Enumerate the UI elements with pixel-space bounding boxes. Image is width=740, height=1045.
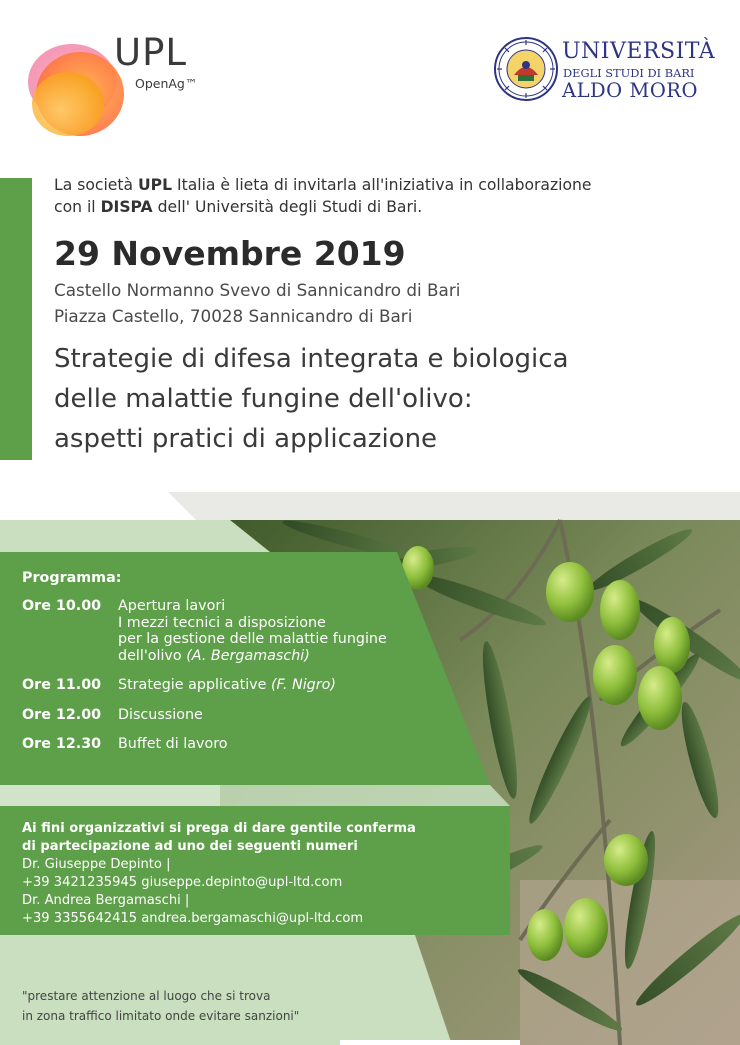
upl-logo: [22, 30, 222, 142]
traffic-note: [22, 986, 299, 1026]
intro-line-1: La società UPL Italia è lieta di invitarla all'iniziativa in collaborazione: [54, 176, 592, 194]
program-description: Discussione: [118, 706, 203, 723]
university-name-line1: UNIVERSITÀ: [562, 39, 716, 64]
program-section: [22, 570, 387, 766]
contact-name-2: Dr. Andrea Bergamaschi |: [22, 893, 190, 908]
contact-details-2[interactable]: +39 3355642415 andrea.bergamaschi@upl-ltd.com: [22, 911, 364, 926]
department-name: DISPA: [100, 198, 153, 216]
company-name: UPL: [138, 176, 173, 194]
program-description: Strategie applicative (F. Nigro): [118, 677, 336, 693]
event-venue: [54, 277, 460, 329]
intro-text: [54, 174, 592, 218]
event-title: [54, 339, 569, 459]
program-time: Ore 12.30: [22, 736, 102, 752]
program-heading: Programma:: [22, 570, 122, 586]
university-logo: [494, 37, 720, 103]
program-time: Ore 12.00: [22, 706, 102, 723]
title-line-3: aspetti pratici di applicazione: [54, 424, 438, 454]
upl-logo-text: UPL: [114, 31, 188, 74]
venue-line-2: Piazza Castello, 70028 Sannicandro di Bari: [54, 306, 413, 326]
program-speaker: (A. Bergamaschi): [186, 647, 310, 664]
program-description: Apertura lavori I mezzi tecnici a disposizione per la gestione delle malattie fungine dell'olivo (A. Bergamaschi): [118, 598, 387, 664]
contact-details-1[interactable]: +39 3421235945 giuseppe.depinto@upl-ltd.com: [22, 875, 343, 890]
note-line-2: in zona traffico limitato onde evitare sanzioni": [22, 1009, 300, 1023]
upl-logo-subtitle: OpenAg™: [135, 76, 198, 91]
program-speaker: (F. Nigro): [270, 677, 336, 693]
program-time: Ore 11.00: [22, 677, 102, 693]
program-item: [22, 677, 387, 694]
program-description: Buffet di lavoro: [118, 736, 228, 752]
intro-line-2: con il DISPA dell' Università degli Studi di Bari.: [54, 198, 423, 216]
contact-request-line2: di partecipazione ad uno dei seguenti numeri: [22, 839, 358, 854]
title-line-2: delle malattie fungine dell'olivo:: [54, 384, 473, 414]
program-item: [22, 736, 387, 753]
title-line-1: Strategie di difesa integrata e biologica: [54, 344, 569, 374]
university-name-line2: DEGLI STUDI DI BARI: [563, 66, 695, 80]
contact-name-1: Dr. Giuseppe Depinto |: [22, 857, 171, 872]
program-time: Ore 10.00: [22, 598, 102, 614]
note-line-1: "prestare attenzione al luogo che si trova: [22, 989, 271, 1003]
accent-bar: [0, 178, 32, 460]
event-date: 29 Novembre 2019: [54, 234, 406, 273]
university-seal-icon: [494, 37, 558, 101]
contact-request-line1: Ai fini organizzativi si prega di dare gentile conferma: [22, 821, 416, 836]
program-item: [22, 707, 387, 724]
program-item: [22, 598, 387, 664]
venue-line-1: Castello Normanno Svevo di Sannicandro di Bari: [54, 280, 461, 300]
contact-section: [22, 820, 416, 928]
university-name-line3: ALDO MORO: [562, 79, 698, 102]
